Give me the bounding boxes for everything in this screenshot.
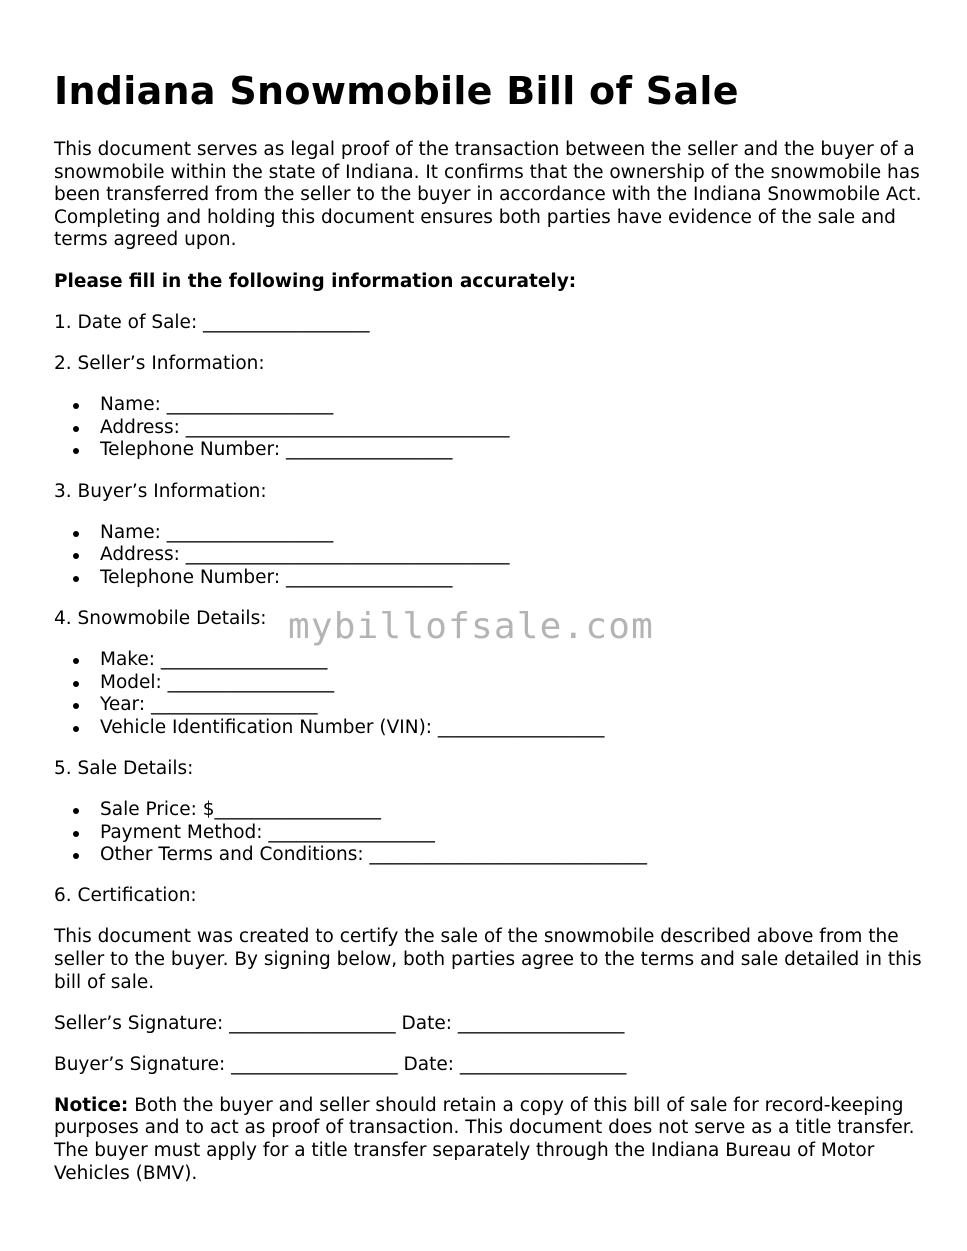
sale-fields-list <box>54 799 924 867</box>
notice-text: Both the buyer and seller should retain a copy of this bill of sale for record-keeping purposes and to act as proof of transaction. This document does not serve as a title transfer. The buyer must apply for a title transfer separately through the Indiana Bureau of Motor Vehicles (BMV). <box>54 1094 915 1184</box>
sale-section-heading: 5. Sale Details: <box>54 757 194 779</box>
buyer-name-field: Name: __________________ <box>100 522 924 545</box>
intro-paragraph: This document serves as legal proof of the transaction between the seller and the buyer of a snowmobile within the state of Indiana. It confirms that the ownership of the snowmobile has been transferred from the seller to the buyer in accordance with the Indiana Snowmobile Act. Completing and holding this document ensures both parties have evidence of the sale and terms agreed upon. <box>54 139 922 251</box>
seller-telephone-field: Telephone Number: __________________ <box>100 439 924 462</box>
document-title: Indiana Snowmobile Bill of Sale <box>54 69 739 113</box>
date-of-sale-field: 1. Date of Sale: __________________ <box>54 312 370 334</box>
snowmobile-vin-field: Vehicle Identification Number (VIN): __________________ <box>100 717 924 740</box>
buyer-fields-list <box>54 522 924 590</box>
snowmobile-model-field: Model: __________________ <box>100 672 924 695</box>
snowmobile-year-field: Year: __________________ <box>100 694 924 717</box>
seller-name-field: Name: __________________ <box>100 394 924 417</box>
buyer-signature-line: Buyer’s Signature: __________________ Date: __________________ <box>54 1053 627 1075</box>
notice-label: Notice: <box>54 1094 129 1116</box>
snowmobile-section-heading: 4. Snowmobile Details: <box>54 607 267 629</box>
buyer-section-heading: 3. Buyer’s Information: <box>54 480 267 502</box>
notice-paragraph <box>54 1095 924 1185</box>
seller-address-field: Address: ___________________________________ <box>100 417 924 440</box>
snowmobile-fields-list <box>54 649 924 739</box>
watermark: mybillofsale.com <box>288 606 654 647</box>
buyer-telephone-field: Telephone Number: __________________ <box>100 567 924 590</box>
seller-fields-list <box>54 394 924 462</box>
snowmobile-make-field: Make: __________________ <box>100 649 924 672</box>
payment-method-field: Payment Method: __________________ <box>100 822 924 845</box>
instruction-text: Please fill in the following information accurately: <box>54 270 577 292</box>
certification-text: This document was created to certify the sale of the snowmobile described above from the seller to the buyer. By signing below, both parties agree to the terms and sale detailed in this bill of sale. <box>54 926 922 993</box>
buyer-address-field: Address: ___________________________________ <box>100 544 924 567</box>
other-terms-field: Other Terms and Conditions: ______________________________ <box>100 844 924 867</box>
seller-section-heading: 2. Seller’s Information: <box>54 353 265 375</box>
sale-price-field: Sale Price: $__________________ <box>100 799 924 822</box>
certification-heading: 6. Certification: <box>54 885 197 907</box>
seller-signature-line: Seller’s Signature: __________________ Date: __________________ <box>54 1012 625 1034</box>
